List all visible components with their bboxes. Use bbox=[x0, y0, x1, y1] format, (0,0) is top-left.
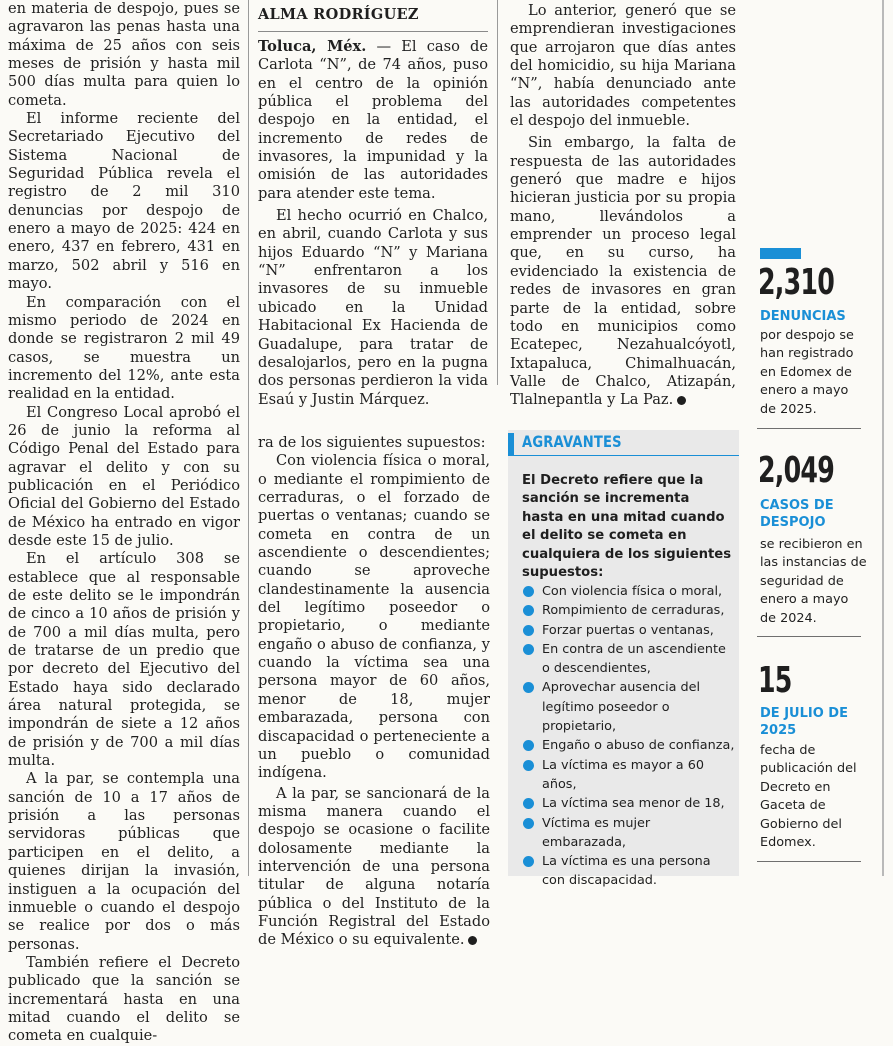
paragraph: El informe reciente del Secretariado Ejecutivo del Sistema Nacional de Seguridad Pública revela el registro de 2 mil 310 denuncias por despojo de enero a mayo de 2025: 424 en enero, 437 en febrero, 431 en marzo, 502 abril y 516 en mayo. bbox=[8, 110, 240, 293]
stat-number: 15 bbox=[758, 660, 792, 701]
stats-accent-tab bbox=[760, 248, 801, 259]
paragraph-text: Sin embargo, la falta de respuesta de las autoridades generó que madre e hijos hicieran justicia por su propia mano, llevándolos a emprender un proceso legal que, en su curso, ha evidenciado la existencia de redes de invasores en gran parte de la entidad, sobre todo en municipios como Ecatepec, Nezahualcóyotl, Ixtapaluca, Chimalhuacán, Valle de Chalco, Atizapán, Tlalnepantla y La Paz. bbox=[510, 134, 736, 409]
list-item: Víctima es mujer embarazada, bbox=[522, 814, 737, 853]
paragraph: El Congreso Local aprobó el 26 de junio la reforma al Código Penal del Estado para agravar el delito y con su publicación en el Periódico Oficial del Gobierno del Estado de México ha entrado en vigor desde este 15 de julio. bbox=[8, 403, 240, 549]
box-title: AGRAVANTES bbox=[522, 432, 622, 451]
list-item: La víctima es una persona con discapacidad. bbox=[522, 852, 737, 891]
list-item: Forzar puertas o ventanas, bbox=[522, 621, 737, 640]
list-item: Aprovechar ausencia del legítimo poseedor o propietario, bbox=[522, 678, 737, 736]
stat-label: CASOS DE DESPOJO bbox=[760, 498, 834, 530]
stat-divider bbox=[757, 428, 861, 429]
box-header bbox=[508, 430, 739, 456]
end-mark-icon bbox=[677, 396, 686, 405]
list-item: Engaño o abuso de confianza, bbox=[522, 736, 737, 755]
column-divider bbox=[497, 0, 498, 385]
stat-label: DE JULIO DE 2025 bbox=[760, 706, 848, 738]
article-column-3-top bbox=[510, 2, 736, 410]
paragraph-text: A la par, se sancionará de la misma manera cuando el despojo se ocasione o facilite dolosamente mediante la intervención de una persona titular de alguna notaría pública o del Instituto de la Función Registral del Estado de México o su equivalente. bbox=[258, 784, 490, 949]
stat-description: se recibieron en las instancias de seguridad de enero a mayo de 2024. bbox=[760, 537, 867, 626]
paragraph: En comparación con el mismo periodo de 2024 en donde se registraron 2 mil 49 casos, se muestra un incremento del 12%, ante esta realidad en la entidad. bbox=[8, 293, 240, 403]
article-column-1 bbox=[8, 0, 240, 1046]
stat-description: fecha de publicación del Decreto en Gaceta de Gobierno del Edomex. bbox=[760, 743, 857, 851]
paragraph bbox=[510, 134, 736, 409]
accent-bar bbox=[508, 433, 514, 455]
list-item: Con violencia física o moral, bbox=[522, 582, 737, 601]
stat-number: 2,049 bbox=[758, 450, 835, 491]
stat-number: 2,310 bbox=[758, 262, 835, 303]
agravantes-box bbox=[508, 430, 739, 889]
stat-description: por despojo se han registrado en Edomex de enero a mayo de 2025. bbox=[760, 328, 854, 417]
article-column-2-top bbox=[258, 6, 488, 24]
paragraph: en materia de despojo, pues se agravaron las penas hasta una máxima de 25 años con seis meses de prisión y hasta mil 500 días multa para quien lo cometa. bbox=[8, 0, 240, 109]
lead-paragraph bbox=[258, 38, 488, 203]
paragraph: También refiere el Decreto publicado que la sanción se incrementará hasta en una mitad cuando el delito se cometa en cualquie- bbox=[8, 953, 240, 1045]
end-mark-icon bbox=[468, 936, 477, 945]
dateline: Toluca, Méx. bbox=[258, 38, 367, 55]
paragraph-text: El hecho ocurrió en Chalco, en abril, cuando Carlota y sus hijos Eduardo “N” y Mariana “N” enfrentaron a los invasores de su inmueble ubicado en la Unidad Habitacional Ex Hacienda de Guadalupe, para tratar de desalojarlos, pero en la pugna dos personas perdieron la vida Esaú y Justin Márquez. bbox=[258, 207, 488, 408]
paragraph: Con violencia física o moral, o mediante el rompimiento de cerraduras, o el forzado de puertas o ventanas; cuando se cometa en contra de un ascendiente o descendientes; cuando se aproveche clandestinamente la ausencia del legítimo poseedor o propietario, o mediante engaño o abuso de confianza, y cuando la víctima sea una persona mayor de 60 años, menor de 18, mujer embarazada, persona con discapacidad o perteneciente a un pueblo o comunidad indígena. bbox=[258, 452, 490, 782]
article-column-2-body bbox=[258, 38, 488, 409]
paragraph bbox=[258, 785, 490, 950]
paragraph bbox=[258, 207, 488, 409]
lead-text: — El caso de Carlota “N”, de 74 años, puso en el centro de la opinión pública el problema del despojo en la entidad, el incremento de redes de invasores, la impunidad y la omisión de las autoridades para atender este tema. bbox=[258, 38, 489, 202]
column-divider bbox=[248, 0, 249, 876]
stat-divider bbox=[757, 636, 861, 637]
paragraph: A la par, se contempla una sanción de 10 a 17 años de prisión a las personas servidoras públicas que participen en el delito, a quienes dirijan la invasión, instiguen a la ocupación del inmueble o cuando el despojo se realice por dos o más personas. bbox=[8, 770, 240, 953]
stat-label: DENUNCIAS bbox=[760, 309, 846, 324]
byline: ALMA RODRÍGUEZ bbox=[258, 6, 419, 23]
page-edge-rule bbox=[882, 0, 884, 876]
article-column-2-bottom bbox=[258, 434, 490, 950]
list-item: La víctima es mayor a 60 años, bbox=[522, 756, 737, 795]
paragraph: En el artículo 308 se establece que al responsable de este delito se le impondrán de cinco a 10 años de prisión y de 700 a mil días multa, pero de tratarse de un predio que por decreto del Ejecutivo del Estado haya sido declarado área natural protegida, se impondrán de siete a 12 años de prisión y de 700 a mil días multa. bbox=[8, 550, 240, 770]
header-rule bbox=[508, 455, 739, 456]
byline-rule bbox=[258, 31, 488, 32]
list-item: La víctima sea menor de 18, bbox=[522, 794, 737, 813]
list-item: En contra de un ascendiente o descendientes, bbox=[522, 640, 737, 679]
paragraph: ra de los siguientes supuestos: bbox=[258, 434, 486, 451]
paragraph: Lo anterior, generó que se emprendieran investigaciones que arrojaron que días antes del homicidio, su hija Mariana “N”, había denunciado ante las autoridades competentes el despojo del inmueble. bbox=[510, 2, 736, 130]
box-intro: El Decreto refiere que la sanción se incrementa hasta en una mitad cuando el delito se cometa en cualquiera de los siguientes supuestos: bbox=[522, 473, 732, 581]
stat-divider bbox=[757, 861, 861, 862]
list-item: Rompimiento de cerraduras, bbox=[522, 601, 737, 620]
agravantes-list bbox=[522, 582, 737, 891]
